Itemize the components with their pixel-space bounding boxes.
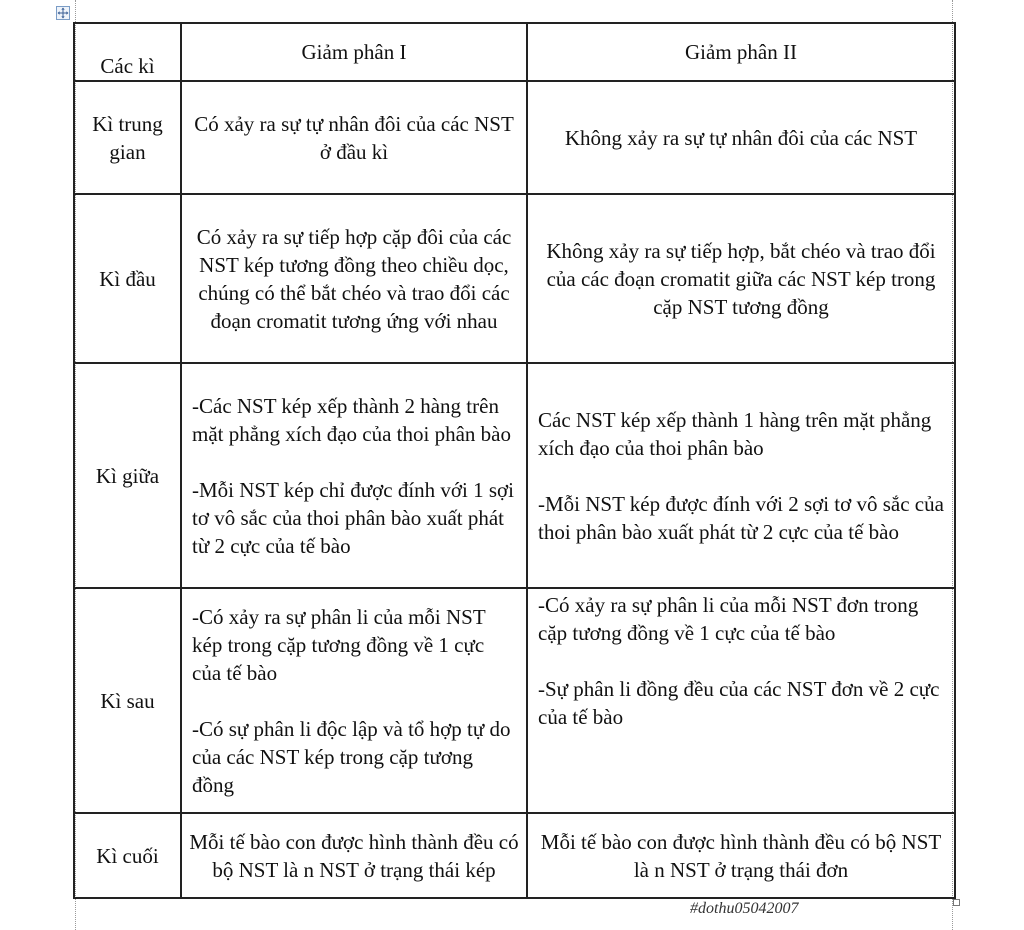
cell-text: Mỗi tế bào con được hình thành đều có bộ NST là n NST ở trạng thái đơn: [540, 829, 942, 882]
table-move-handle-icon[interactable]: [56, 6, 70, 20]
cell-text: Các NST kép xếp thành 1 hàng trên mặt phẳng xích đạo của thoi phân bào: [538, 407, 932, 460]
cell-gp2: [527, 588, 955, 813]
table-row: [74, 363, 955, 588]
phase-anaphase: Kì sau: [74, 588, 181, 813]
cell-gp1: [181, 81, 527, 194]
table-row: [74, 813, 955, 898]
cell-text: -Có xảy ra sự phân li của mỗi NST kép trong cặp tương đồng về 1 cực của tế bào: [192, 604, 486, 685]
cell-text: Mỗi tế bào con được hình thành đều có bộ NST là n NST ở trạng thái kép: [189, 829, 519, 882]
cell-gp1: [181, 813, 527, 898]
table-row: [74, 194, 955, 363]
cell-text: -Có xảy ra sự phân li của mỗi NST đơn trong cặp tương đồng về 1 cực của tế bào: [538, 593, 919, 645]
cell-gp2: [527, 363, 955, 588]
cell-text: Không xảy ra sự tự nhân đôi của các NST: [564, 125, 918, 150]
header-meiosis-2: Giảm phân II: [527, 23, 955, 81]
header-phase: Các kì: [74, 23, 181, 81]
phase-telophase: Kì cuối: [74, 813, 181, 898]
cell-text: Có xảy ra sự tự nhân đôi của các NST ở đầu kì: [194, 111, 514, 164]
cell-gp2: [527, 81, 955, 194]
watermark-text: #dothu05042007: [690, 900, 799, 917]
cell-gp1: [181, 363, 527, 588]
cell-text: -Mỗi NST kép được đính với 2 sợi tơ vô sắc của thoi phân bào xuất phát từ 2 cực của tế bào: [538, 491, 944, 544]
table-header-row: [74, 23, 955, 81]
table-row: [74, 588, 955, 813]
cell-gp1: [181, 194, 527, 363]
cell-text: -Các NST kép xếp thành 2 hàng trên mặt phẳng xích đạo của thoi phân bào: [192, 393, 511, 446]
cell-text: -Có sự phân li độc lập và tổ hợp tự do của các NST kép trong cặp tương đồng: [192, 716, 511, 797]
phase-prophase: Kì đầu: [74, 194, 181, 363]
cell-gp1: [181, 588, 527, 813]
cell-gp2: [527, 813, 955, 898]
cell-text: -Mỗi NST kép chỉ được đính với 1 sợi tơ vô sắc của thoi phân bào xuất phát từ 2 cực của tế bào: [192, 477, 514, 558]
cell-text: Có xảy ra sự tiếp hợp cặp đôi của các NST kép tương đồng theo chiều dọc, chúng có thể bắt chéo và trao đổi các đoạn cromatit tương ứng với nhau: [196, 224, 512, 333]
table-row: [74, 81, 955, 194]
phase-metaphase: Kì giữa: [74, 363, 181, 588]
table-resize-handle[interactable]: [953, 899, 960, 906]
cell-text: -Sự phân li đồng đều của các NST đơn về 2 cực của tế bào: [538, 677, 940, 729]
cell-text: Không xảy ra sự tiếp hợp, bắt chéo và trao đổi của các đoạn cromatit giữa các NST kép trong cặp NST tương đồng: [546, 238, 936, 319]
phase-interphase: Kì trung gian: [74, 81, 181, 194]
header-meiosis-1: Giảm phân I: [181, 23, 527, 81]
cell-gp2: [527, 194, 955, 363]
meiosis-comparison-table: [73, 22, 956, 899]
